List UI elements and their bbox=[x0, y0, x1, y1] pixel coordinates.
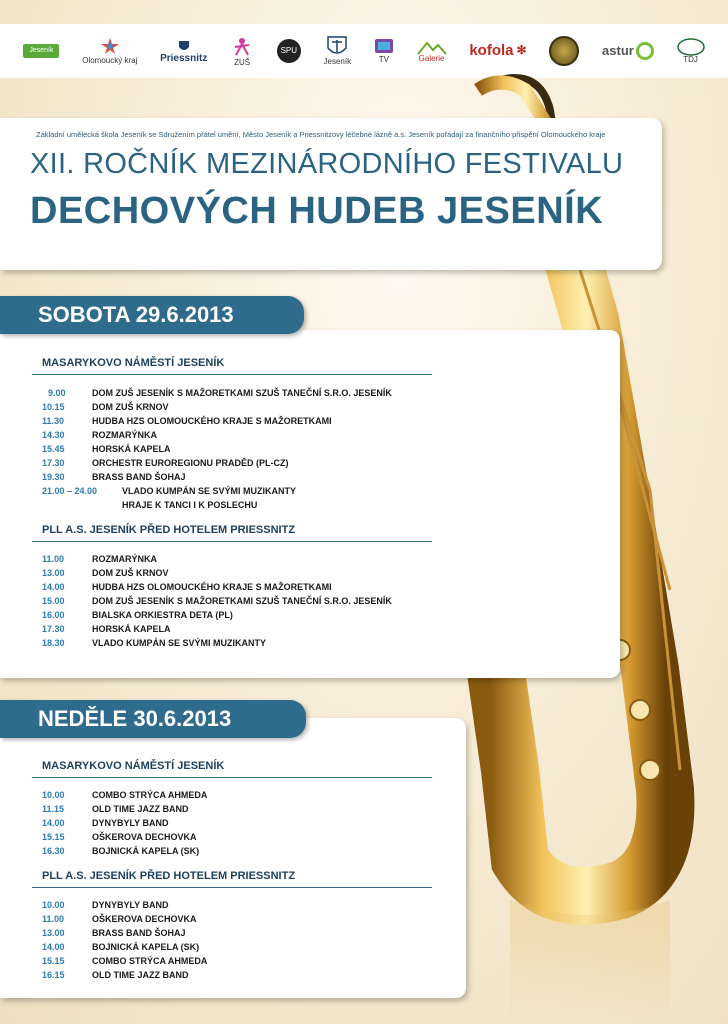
venue-divider bbox=[32, 541, 432, 542]
venue-divider bbox=[32, 777, 432, 778]
schedule-row: HRAJE K TANCI I K POSLECHU bbox=[122, 500, 258, 510]
schedule-row: 13.00 BRASS BAND ŠOHAJ bbox=[42, 928, 186, 938]
schedule-row: 11.00 ROZMARÝNKA bbox=[42, 554, 157, 564]
venue-heading: PLL A.S. JESENÍK PŘED HOTELEM PRIESSNITZ bbox=[42, 524, 296, 536]
sponsor-logo-astur: astur bbox=[602, 42, 654, 60]
schedule-row: 16.30 BOJNICKÁ KAPELA (SK) bbox=[42, 846, 200, 856]
schedule-row: 10.00 COMBO STRÝCA AHMEDA bbox=[42, 790, 208, 800]
schedule-row: 11.15 OLD TIME JAZZ BAND bbox=[42, 804, 189, 814]
schedule-row: 16.15 OLD TIME JAZZ BAND bbox=[42, 970, 189, 980]
schedule-row: 15.45 HORSKÁ KAPELA bbox=[42, 444, 171, 454]
schedule-row: 14.00 DYNYBYLY BAND bbox=[42, 818, 169, 828]
venue-heading: PLL A.S. JESENÍK PŘED HOTELEM PRIESSNITZ bbox=[42, 870, 296, 882]
mountain-icon bbox=[417, 39, 447, 55]
venue-heading: MASARYKOVO NÁMĚSTÍ JESENÍK bbox=[42, 760, 225, 772]
day-banner-saturday bbox=[0, 296, 304, 334]
schedule-row: 15.00 DOM ZUŠ JESENÍK S MAŽORETKAMI SZUŠ TANEČNÍ S.R.O. JESENÍK bbox=[42, 596, 392, 606]
schedule-row: 10.15 DOM ZUŠ KRNOV bbox=[42, 402, 169, 412]
sponsor-logo-tdj: TDJ bbox=[677, 38, 705, 65]
seal-icon bbox=[549, 36, 579, 66]
sponsor-logo-olomoucky-kraj: Olomoucký kraj bbox=[82, 37, 137, 66]
sponsor-logo-jesenik: Jeseník bbox=[23, 44, 59, 58]
day-label: NEDĚLE 30.6.2013 bbox=[38, 706, 232, 731]
kofola-star-icon: ✻ bbox=[516, 43, 527, 58]
sponsor-logo-tv: TV bbox=[374, 38, 394, 65]
schedule-row: 19.30 BRASS BAND ŠOHAJ bbox=[42, 472, 186, 482]
schedule-row: 16.00 BIALSKA ORKIESTRA DETA (PL) bbox=[42, 610, 233, 620]
day-banner-sunday bbox=[0, 700, 306, 738]
schedule-row: 9.00 DOM ZUŠ JESENÍK S MAŽORETKAMI SZUŠ TANEČNÍ S.R.O. JESENÍK bbox=[48, 388, 392, 398]
crest-icon bbox=[177, 39, 191, 53]
schedule-row: 10.00 DYNYBYLY BAND bbox=[42, 900, 169, 910]
tv-icon bbox=[374, 38, 394, 56]
sponsor-logo-kofola: kofola ✻ bbox=[469, 41, 527, 59]
sponsor-logo-zus: ZUŠ bbox=[230, 35, 254, 68]
title-line-2: DECHOVÝCH HUDEB JESENÍK bbox=[30, 190, 604, 232]
sponsor-logo-spu: SPU bbox=[277, 39, 301, 63]
schedule-row: 14.00 HUDBA HZS OLOMOUCKÉHO KRAJE S MAŽORETKAMI bbox=[42, 582, 332, 592]
venue-divider bbox=[32, 374, 432, 375]
venue-heading: MASARYKOVO NÁMĚSTÍ JESENÍK bbox=[42, 357, 225, 369]
schedule-row: 15.15 COMBO STRÝCA AHMEDA bbox=[42, 956, 208, 966]
star-icon bbox=[99, 37, 121, 55]
title-line-1: XII. ROČNÍK MEZINÁRODNÍHO FESTIVALU bbox=[30, 148, 624, 180]
schedule-row: 17.30 HORSKÁ KAPELA bbox=[42, 624, 171, 634]
dancer-icon bbox=[230, 35, 254, 59]
sponsor-logo-galerie: Galerie bbox=[417, 39, 447, 64]
intro-text: Základní umělecká škola Jeseník se Sdružením přátel umění, Město Jeseník a Priessnitzovy léčebné lázně a.s. Jeseník pořádají za finančního přispění Olomouckého kraje bbox=[36, 130, 606, 139]
sponsor-logo-jesenik-town: Jeseník bbox=[324, 36, 352, 67]
tdj-emblem-icon bbox=[677, 38, 705, 56]
day-label: SOBOTA 29.6.2013 bbox=[38, 302, 234, 327]
schedule-row: 14.00 BOJNICKÁ KAPELA (SK) bbox=[42, 942, 200, 952]
schedule-row: 11.30 HUDBA HZS OLOMOUCKÉHO KRAJE S MAŽORETKAMI bbox=[42, 416, 332, 426]
schedule-row: 18.30 VLADO KUMPÁN SE SVÝMI MUZIKANTY bbox=[42, 638, 267, 648]
shield-icon bbox=[327, 36, 347, 58]
schedule-row: 17.30 ORCHESTR EUROREGIONU PRADĚD (PL-CZ) bbox=[42, 458, 289, 468]
schedule-row: 21.00 – 24.00 VLADO KUMPÁN SE SVÝMI MUZIKANTY bbox=[42, 486, 297, 496]
schedule-row: 13.00 DOM ZUŠ KRNOV bbox=[42, 568, 169, 578]
schedule-row: 14.30 ROZMARÝNKA bbox=[42, 430, 157, 440]
schedule-row: 11.00 OŠKEROVA DECHOVKA bbox=[42, 914, 197, 924]
venue-divider bbox=[32, 887, 432, 888]
sponsor-logo-priessnitz: Priessnitz bbox=[160, 39, 207, 64]
astur-ring-icon bbox=[636, 42, 654, 60]
schedule-row: 15.15 OŠKEROVA DECHOVKA bbox=[42, 832, 197, 842]
sponsor-logo-seal bbox=[549, 36, 579, 66]
